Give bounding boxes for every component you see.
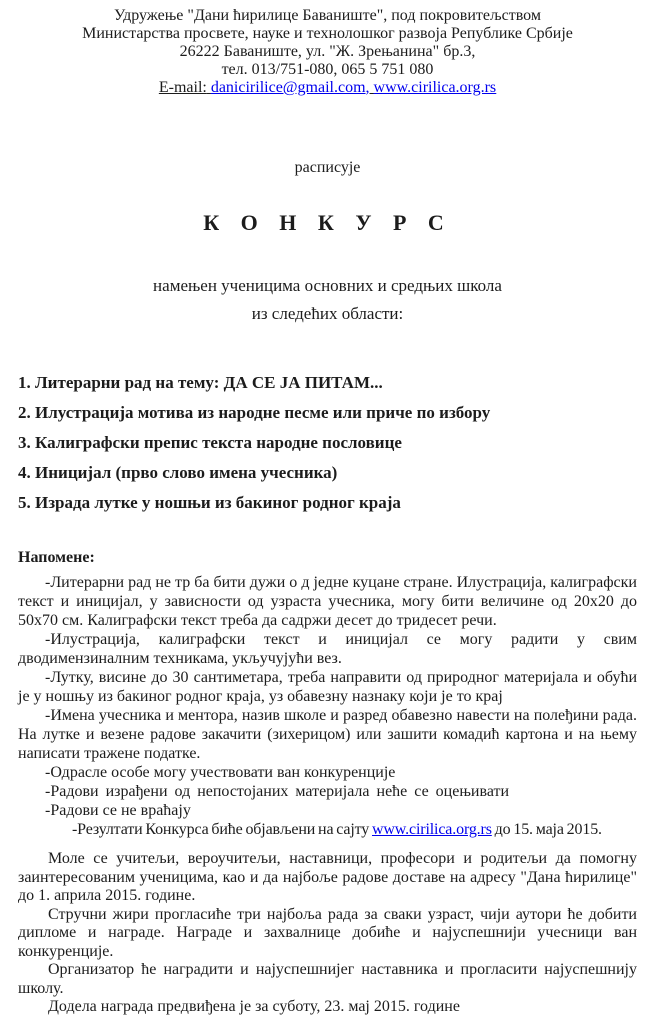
- category-item-5: 5. Израда лутке у ношњи из бакиног родног краја: [18, 493, 401, 512]
- contest-title: К О Н К У Р С: [203, 210, 452, 235]
- note-item-techniques: -Илустрација, калиграфски текст и иницијал се могу радити у свим дводимензиналним техникама, укључујући вез.: [18, 631, 637, 667]
- announce-text: расписује: [294, 159, 361, 176]
- email-line: [18, 79, 637, 97]
- website-link[interactable]: www.cirilica.org.rs: [373, 79, 497, 96]
- fields-line: из следећих области:: [251, 304, 404, 323]
- note-item-no-return: -Радови се не враћају: [45, 802, 191, 819]
- results-suffix: до 15. маја 2015.: [491, 821, 602, 838]
- notes-heading: Напомене:: [18, 549, 95, 566]
- closing-paragraph-ceremony: Додела награда предвиђена је за суботу, 23. мај 2015. године: [48, 998, 460, 1015]
- results-prefix: -Резултати Конкурса биће објављени на сајту: [72, 821, 372, 838]
- note-item-doll: -Лутку, висине до 30 сантиметара, треба направити од природног материјала и обући је у ношњу из бакиног родног краја, уз обавезну назнаку који је то крај: [18, 669, 637, 705]
- contest-subtitle: [18, 272, 637, 328]
- ministry-line: Министарства просвете, науке и технолошког развоја Републике Србије: [82, 25, 573, 42]
- category-item-2: 2. Илустрација мотива из народне песме или приче по избору: [18, 403, 491, 422]
- notes-section: [18, 573, 637, 839]
- category-list: [18, 368, 637, 518]
- closing-section: [18, 850, 637, 1017]
- letterhead: [18, 7, 637, 97]
- closing-paragraph-jury: Стручни жири прогласиће три најбоља рада за сваки узраст, чији аутори ће добити дипломе и награде. Награде и захвалнице добиће и најуспешнији учесници ван конкуренције.: [18, 905, 637, 960]
- note-item-literary: -Литерарни рад не тр ба бити дужи о д једне куцане стране. Илустрација, калиграфски текст и иницијал, у зависности од узраста учесника, могу бити величине од 20х20 до 50х70 см. Калиграфски текст треба да садржи десет до тридесет речи.: [18, 574, 637, 629]
- results-website-link[interactable]: www.cirilica.org.rs: [372, 821, 492, 838]
- phone-line: тел. 013/751-080, 065 5 751 080: [221, 61, 434, 78]
- note-item-materials: -Радови израђени од непостојаних материјала неће се оцењивати: [45, 783, 510, 800]
- category-item-3: 3. Калиграфски препис текста народне пословице: [18, 433, 402, 452]
- category-item-4: 4. Иницијал (прво слово имена учесника): [18, 463, 338, 482]
- organization-name: Удружење "Дани ћирилице Баваниште", под покровитељством: [113, 7, 541, 24]
- address-line: 26222 Баваниште, ул. "Ж. Зрењанина" бр.3,: [179, 43, 476, 60]
- note-item-adults: -Одрасле особе могу учествовати ван конкуренције: [45, 764, 396, 781]
- note-item-results: [18, 820, 637, 839]
- links-separator: ,: [365, 79, 370, 96]
- audience-line: намењен ученицима основних и средњих школа: [153, 276, 502, 295]
- category-item-1: 1. Литерарни рад на тему: ДА СЕ ЈА ПИТАМ...: [18, 373, 383, 392]
- closing-paragraph-teachers: Моле се учитељи, вероучитељи, наставници, професори и родитељи да помогну заинтересованим ученицима, као и да најбоље радове доставе на адресу "Дана ћирилице" до 1. априла 2015. године.: [18, 850, 637, 904]
- email-address-link[interactable]: danicirilice@gmail.com: [210, 79, 366, 96]
- closing-paragraph-organizer: Организатор ће наградити и најуспешнијег наставника и прогласити најуспешнију школу.: [18, 961, 637, 997]
- note-item-labeling: -Имена учесника и ментора, назив школе и разред обавезно навести на полеђини рада. На лутке и везене радове закачити (зихерицом) или зашити комадић картона и на њему написати тражене податке.: [18, 707, 637, 762]
- email-label: E-mail:: [158, 79, 207, 96]
